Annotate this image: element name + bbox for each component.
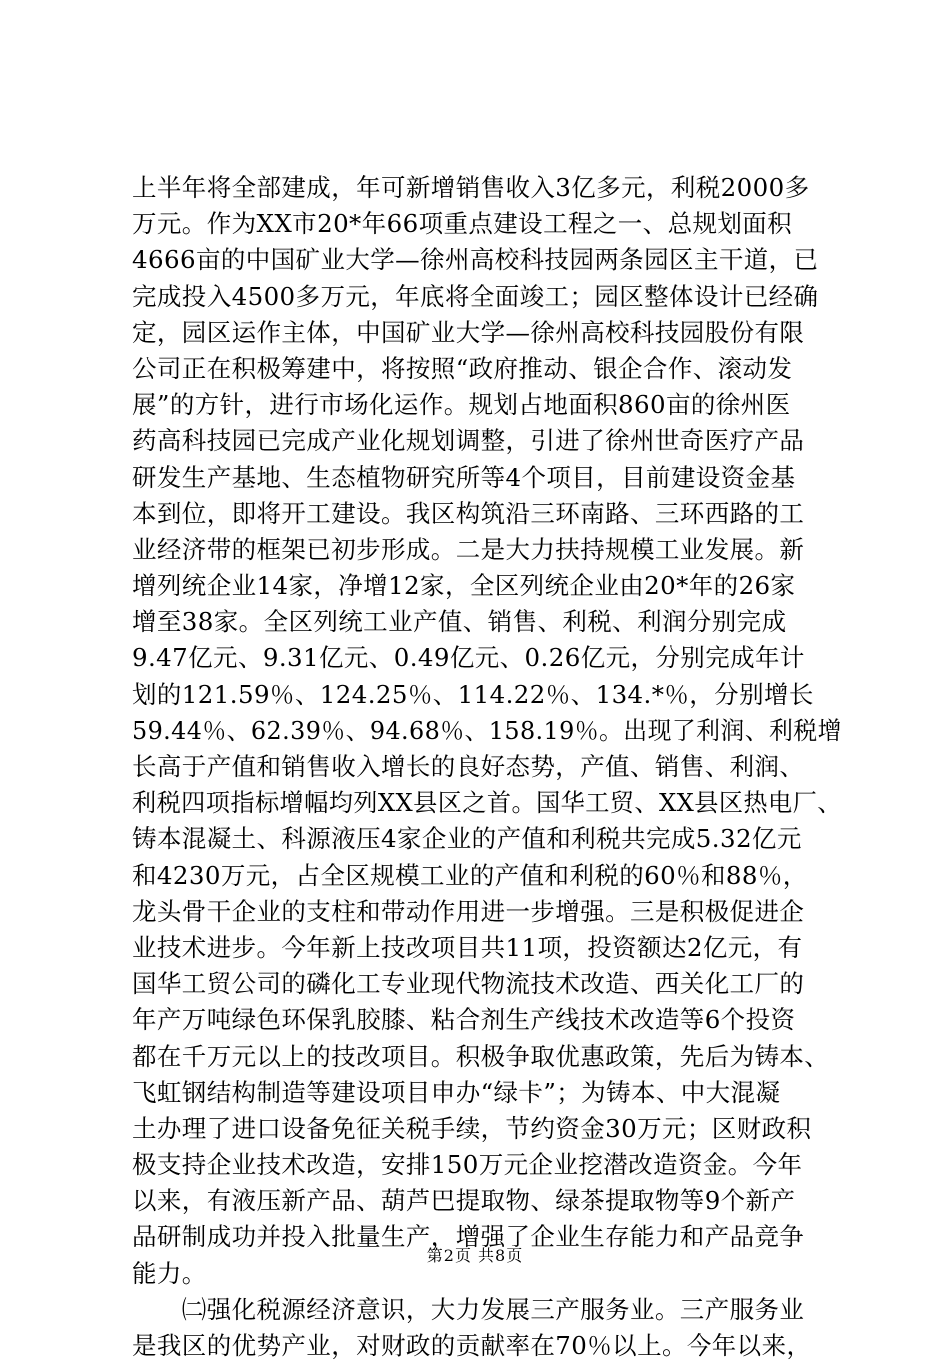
text-line: 研发生产基地、生态植物研究所等4个项目，目前建设资金基: [132, 462, 796, 492]
text-line: 龙头骨干企业的支柱和带动作用进一步增强。三是积极促进企: [132, 896, 805, 926]
text-line: 业经济带的框架已初步形成。二是大力扶持规模工业发展。新: [132, 534, 805, 564]
text-line: 本到位，即将开工建设。我区构筑沿三环南路、三环西路的工: [132, 498, 805, 528]
text-line: 万元。作为XX市20*年66项重点建设工程之一、总规划面积: [132, 209, 793, 239]
text-line: 公司正在积极筹建中，将按照“政府推动、银企合作、滚动发: [132, 353, 793, 383]
text-line: 定，园区运作主体，中国矿业大学—徐州高校科技园股份有限: [132, 317, 805, 347]
text-line: 铸本混凝土、科源液压4家企业的产值和利税共完成5.32亿元: [132, 824, 802, 854]
text-line: 以来，有液压新产品、葫芦巴提取物、绿茶提取物等9个新产: [132, 1186, 796, 1216]
text-line: 展”的方针，进行市场化运作。规划占地面积860亩的徐州医: [132, 390, 791, 420]
text-line: 国华工贸公司的磷化工专业现代物流技术改造、西关化工厂的: [132, 969, 805, 999]
text-line: 能力。: [132, 1258, 207, 1288]
text-line: 4666亩的中国矿业大学—徐州高校科技园两条园区主干道，已: [132, 245, 819, 275]
body-text: [132, 170, 842, 1364]
text-line: 59.44％、62.39％、94.68％、158.19％。出现了利润、利税增: [132, 715, 842, 745]
text-line: 9.47亿元、9.31亿元、0.49亿元、0.26亿元，分别完成年计: [132, 643, 805, 673]
text-line: 极支持企业技术改造，安排150万元企业挖潜改造资金。今年: [132, 1150, 803, 1180]
page-number-label: 第2页 共8页: [426, 1246, 524, 1265]
text-line: ㈡强化税源经济意识，大力发展三产服务业。三产服务业: [132, 1294, 805, 1324]
text-line: 和4230万元，占全区规模工业的产值和利税的60％和88％，: [132, 860, 808, 890]
text-line: 飞虹钢结构制造等建设项目申办“绿卡”；为铸本、中大混凝: [132, 1077, 781, 1107]
text-line: 土办理了进口设备免征关税手续，节约资金30万元；区财政积: [132, 1113, 812, 1143]
text-line: 完成投入4500多万元，年底将全面竣工；园区整体设计已经确: [132, 281, 819, 311]
text-line: 长高于产值和销售收入增长的良好态势，产值、销售、利润、: [132, 752, 805, 781]
text-line: 划的121.59％、124.25％、114.22％、134.*％，分别增长: [132, 679, 814, 709]
text-line: 业技术进步。今年新上技改项目共11项，投资额达2亿元，有: [132, 932, 803, 962]
text-line: 是我区的优势产业，对财政的贡献率在70％以上。今年以来，: [132, 1331, 812, 1360]
text-line: 品研制成功并投入批量生产，增强了企业生存能力和产品竞争: [132, 1222, 805, 1252]
page-footer: [0, 1246, 950, 1266]
text-line: 利税四项指标增幅均列XX县区之首。国华工贸、XX县区热电厂、: [132, 788, 842, 818]
text-line: 增列统企业14家，净增12家，全区列统企业由20*年的26家: [132, 571, 796, 601]
text-line: 药高科技园已完成产业化规划调整，引进了徐州世奇医疗产品: [132, 426, 805, 456]
text-line: 增至38家。全区列统工业产值、销售、利税、利润分别完成: [132, 607, 787, 637]
text-line: 上半年将全部建成，年可新增销售收入3亿多元，利税2000多: [132, 173, 810, 202]
text-line: 都在千万元以上的技改项目。积极争取优惠政策，先后为铸本、: [132, 1041, 830, 1071]
text-line: 年产万吨绿色环保乳胶膝、粘合剂生产线技术改造等6个投资: [132, 1005, 796, 1035]
